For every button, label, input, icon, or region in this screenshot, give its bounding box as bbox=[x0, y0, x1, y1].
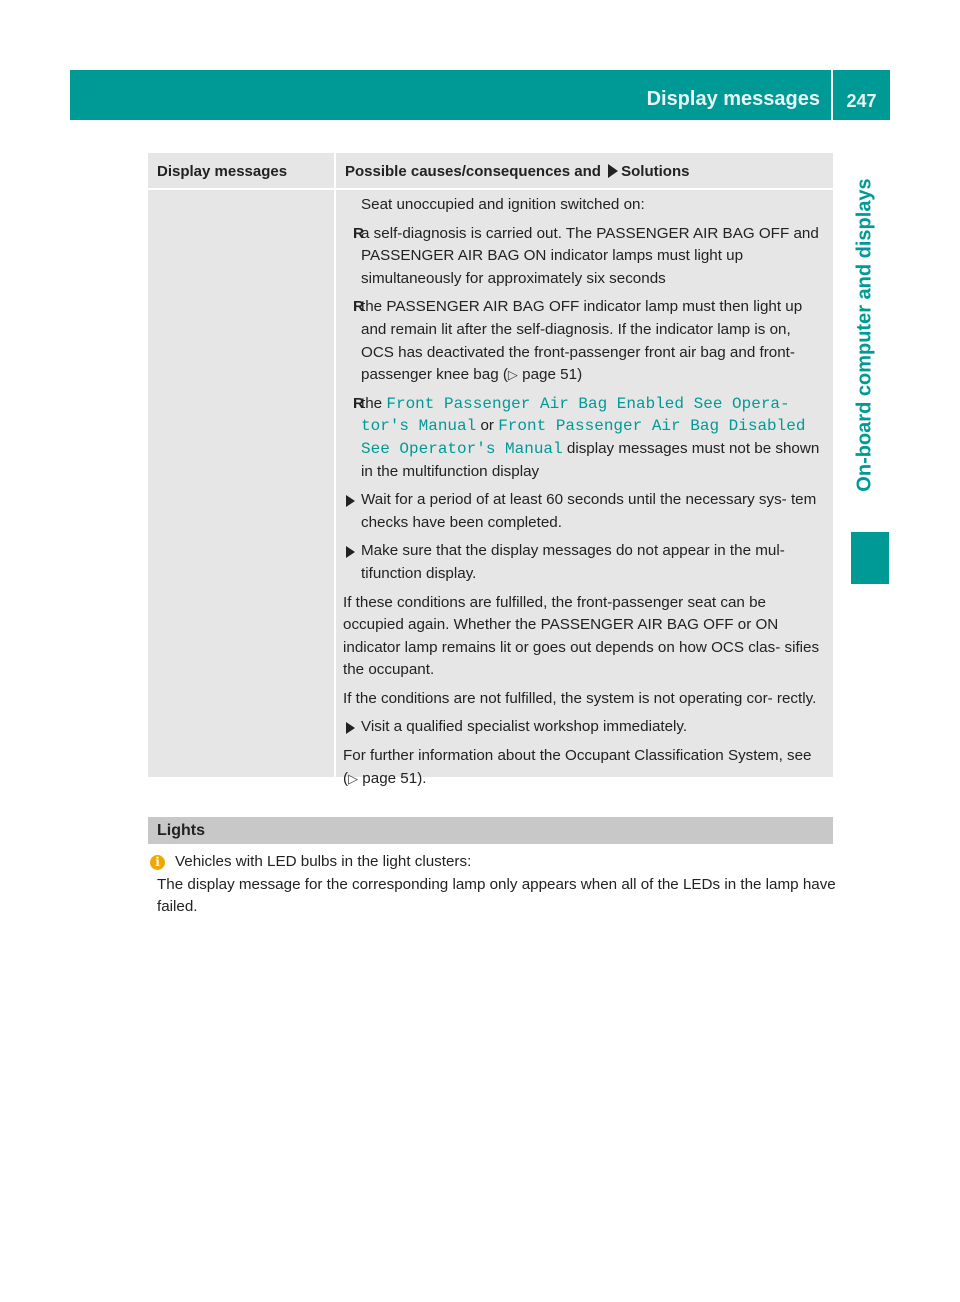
info-icon: i bbox=[150, 855, 165, 870]
paragraph: If these conditions are fulfilled, the front-passenger seat can be occupied again. Whether the PASSENGER AIR BAG OFF or ON indicator lamp remains lit or goes out depends on how OCS clas‐ sifies the occupant. bbox=[343, 593, 820, 679]
solution-arrow-icon bbox=[608, 164, 618, 178]
page-reference-link[interactable]: page 51 bbox=[522, 366, 578, 384]
intro-text: Seat unoccupied and ignition switched on: bbox=[361, 196, 645, 213]
bullet-text-end: display messages must not be shown in the multifunction display bbox=[361, 439, 820, 480]
page-reference-link[interactable]: page 51 bbox=[362, 769, 418, 787]
info-note-body: The display message for the corresponding lamp only appears when all of the LEDs in the lamp have failed. bbox=[157, 875, 836, 916]
display-message-disabled: Front Passenger Air Bag Disabled See Operator's Manual bbox=[361, 417, 806, 458]
step-text: Wait for a period of at least 60 seconds until the necessary sys‐ tem checks have been completed. bbox=[361, 491, 817, 531]
paragraph bbox=[343, 745, 825, 790]
step-arrow-icon bbox=[346, 495, 355, 507]
paragraph-text-end: ). bbox=[417, 769, 427, 787]
bullet-text: the PASSENGER AIR BAG OFF indicator lamp must then light up and remain lit after the self-diagnosis. If the indicator lamp is on, OCS has deactivated the front-passenger front air bag and front-passenger knee bag ( bbox=[361, 298, 803, 384]
step-arrow-icon bbox=[346, 722, 355, 734]
header-solutions-text: Solutions bbox=[621, 163, 690, 180]
bullet-text: a self-diagnosis is carried out. The PASSENGER AIR BAG OFF and PASSENGER AIR BAG ON indicator lamps must light up simultaneously for approximately six seconds bbox=[361, 224, 819, 287]
bullet-icon: R bbox=[353, 298, 364, 316]
page-header-bar bbox=[70, 70, 890, 120]
bullet-text-end: ) bbox=[577, 366, 583, 384]
page-ref-arrow-icon: ▷ bbox=[507, 367, 518, 383]
paragraph-text: For further information about the Occupant Classification System, see ( bbox=[343, 747, 812, 787]
instruction-step bbox=[343, 540, 825, 585]
bullet-icon: R bbox=[353, 394, 364, 412]
bullet-text-or: or bbox=[480, 417, 494, 435]
bullet-text: the bbox=[361, 394, 383, 412]
page-ref-arrow-icon: ▷ bbox=[348, 770, 359, 786]
list-item bbox=[343, 296, 825, 386]
info-note-line: Vehicles with LED bulbs in the light clusters: bbox=[175, 853, 472, 870]
bullet-icon: R bbox=[353, 224, 364, 242]
step-text: Make sure that the display messages do not appear in the mul‐ tifunction display. bbox=[361, 542, 785, 582]
table-header-display-messages: Display messages bbox=[148, 153, 334, 188]
list-item bbox=[343, 393, 825, 483]
display-message-enabled: Front Passenger Air Bag Enabled See Opera‐ tor's Manual bbox=[361, 394, 790, 436]
table-header-causes bbox=[336, 153, 833, 188]
paragraph: If the conditions are not fulfilled, the system is not operating cor‐ rectly. bbox=[343, 689, 817, 707]
list-item bbox=[343, 223, 825, 291]
instruction-step bbox=[343, 716, 825, 739]
page-title: Display messages bbox=[646, 88, 820, 110]
side-tab-label: On-board computer and displays bbox=[853, 178, 876, 492]
info-note bbox=[157, 851, 837, 919]
table-cell-message bbox=[148, 190, 334, 777]
table-cell-solutions bbox=[336, 190, 833, 787]
step-text: Visit a qualified specialist workshop immediately. bbox=[361, 718, 688, 736]
page-number: 247 bbox=[846, 91, 877, 111]
section-heading-lights: Lights bbox=[148, 817, 833, 844]
instruction-step bbox=[343, 489, 825, 534]
side-tab-block bbox=[851, 532, 889, 584]
side-tab bbox=[840, 120, 890, 550]
step-arrow-icon bbox=[346, 546, 355, 558]
header-causes-text: Possible causes/consequences and bbox=[345, 163, 601, 180]
